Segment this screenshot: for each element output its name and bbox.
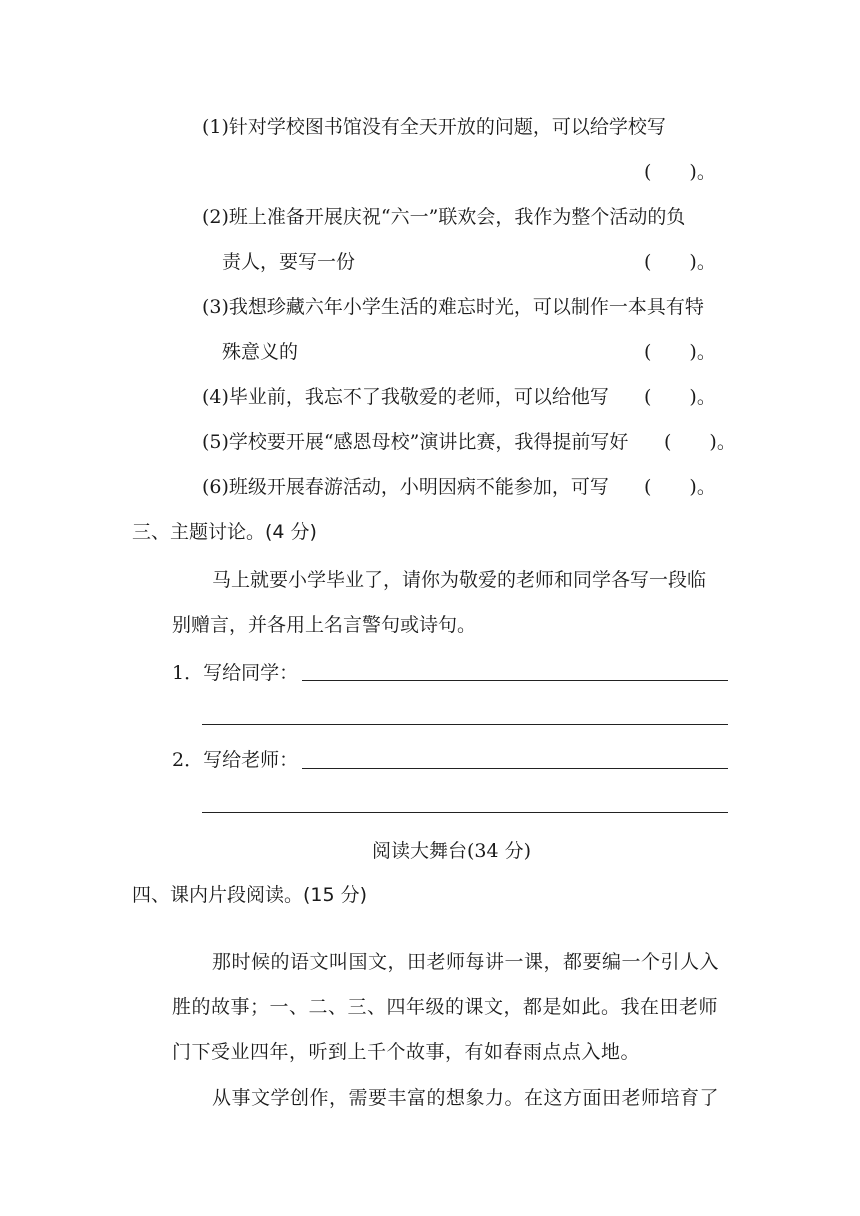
section-4-heading: 四、课内片段阅读。(15 分) <box>132 884 368 906</box>
item-2-answer-blank[interactable]: ( )。 <box>644 251 716 273</box>
item-6-answer-blank[interactable]: ( )。 <box>644 476 716 498</box>
question-1-label: 1．写给同学： <box>172 662 299 684</box>
item-3-continuation: 殊意义的 <box>222 341 299 363</box>
reading-line-2: 胜的故事；一、二、三、四年级的课文，都是如此。我在田老师 <box>172 996 719 1018</box>
reading-section-title: 阅读大舞台(34 分) <box>372 840 532 862</box>
item-1-text: (1)针对学校图书馆没有全天开放的问题，可以给学校写 <box>202 116 666 138</box>
item-2-text: (2)班上准备开展庆祝“六一”联欢会，我作为整个活动的负 <box>202 206 686 228</box>
item-1-answer-blank[interactable]: ( )。 <box>644 161 716 183</box>
reading-line-4: 从事文学创作，需要丰富的想象力。在这方面田老师培育了 <box>212 1087 720 1109</box>
item-5-text: (5)学校要开展“感恩母校”演讲比赛，我得提前写好 <box>202 431 629 453</box>
item-6-text: (6)班级开展春游活动，小明因病不能参加，可写 <box>202 476 609 498</box>
section-3-paragraph-line-2: 别赠言，并各用上名言警句或诗句。 <box>172 614 477 636</box>
question-2-answer-line-2[interactable] <box>202 812 728 813</box>
item-3-text: (3)我想珍藏六年小学生活的难忘时光，可以制作一本具有特 <box>202 296 704 318</box>
question-1-answer-line-1[interactable] <box>302 680 728 681</box>
question-2-answer-line-1[interactable] <box>302 768 728 769</box>
reading-line-3: 门下受业四年，听到上千个故事，有如春雨点点入地。 <box>172 1041 641 1063</box>
item-4-text: (4)毕业前，我忘不了我敬爱的老师，可以给他写 <box>202 386 609 408</box>
item-5-answer-blank[interactable]: ( )。 <box>664 431 736 453</box>
reading-line-1: 那时候的语文叫国文，田老师每讲一课，都要编一个引人入 <box>212 951 720 973</box>
question-1-answer-line-2[interactable] <box>202 724 728 725</box>
item-4-answer-blank[interactable]: ( )。 <box>644 386 716 408</box>
section-3-paragraph-line-1: 马上就要小学毕业了，请你为敬爱的老师和同学各写一段临 <box>212 569 707 591</box>
question-2-label: 2．写给老师： <box>172 749 299 771</box>
item-3-answer-blank[interactable]: ( )。 <box>644 341 716 363</box>
section-3-heading: 三、主题讨论。(4 分) <box>132 521 317 543</box>
item-2-continuation: 责人，要写一份 <box>222 251 356 273</box>
